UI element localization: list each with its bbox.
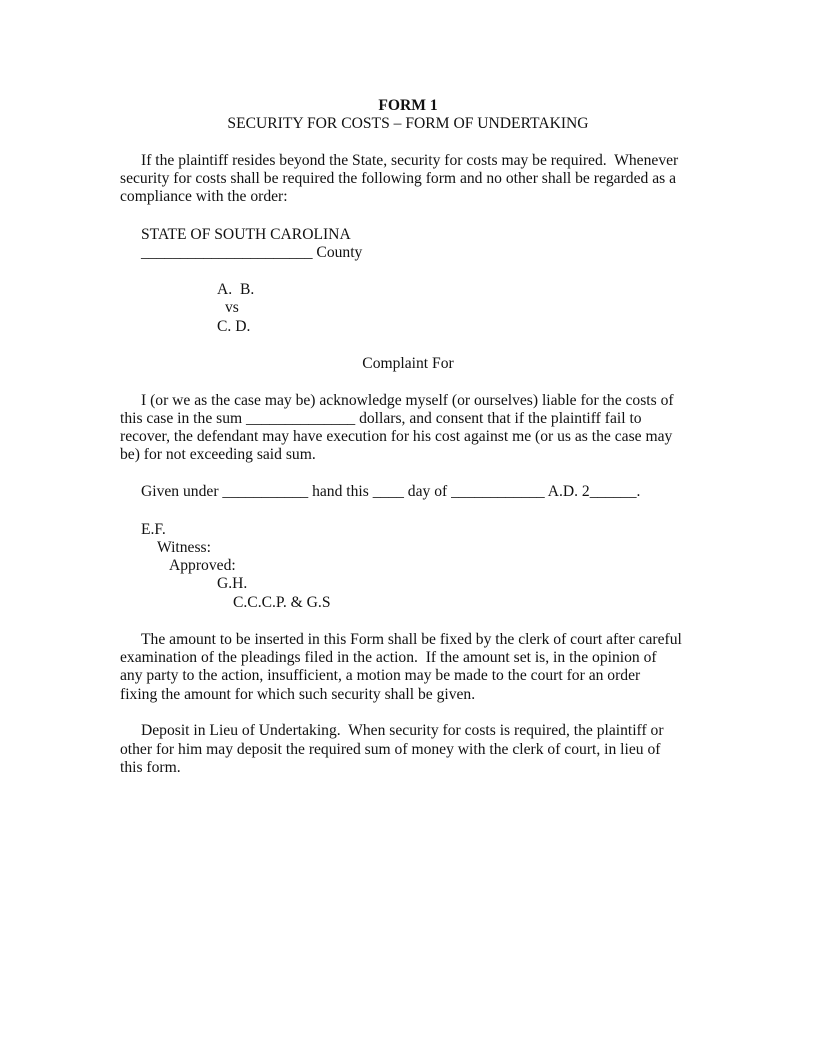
intro-paragraph-line-3: compliance with the order: xyxy=(120,188,288,205)
undertaking-line-4: be) for not exceeding said sum. xyxy=(120,446,316,463)
party-a: A. B. xyxy=(217,281,255,298)
signer-initials: E.F. xyxy=(141,521,166,538)
undertaking-line-2: this case in the sum ______________ dollars, and consent that if the plaintiff fail to xyxy=(120,410,642,427)
complaint-heading: Complaint For xyxy=(362,355,454,372)
versus-label: vs xyxy=(225,299,239,316)
approved-label: Approved: xyxy=(169,557,236,574)
amount-line-2: examination of the pleadings filed in the action. If the amount set is, in the opinion of xyxy=(120,649,657,666)
deposit-line-2: other for him may deposit the required sum of money with the clerk of court, in lieu of xyxy=(120,741,661,758)
amount-line-4: fixing the amount for which such security shall be given. xyxy=(120,686,476,703)
state-label: STATE OF SOUTH CAROLINA xyxy=(141,226,351,243)
approver-initials: G.H. xyxy=(217,575,248,592)
form-number: FORM 1 xyxy=(378,97,438,114)
approver-title: C.C.C.P. & G.S xyxy=(233,594,331,611)
county-blank[interactable]: ______________________ xyxy=(141,244,313,261)
deposit-line-1: Deposit in Lieu of Undertaking. When security for costs is required, the plaintiff or xyxy=(141,722,664,739)
undertaking-line-3: recover, the defendant may have execution for his cost against me (or us as the case may xyxy=(120,428,673,445)
county-line xyxy=(141,244,362,262)
amount-line-1: The amount to be inserted in this Form shall be fixed by the clerk of court after careful xyxy=(141,631,682,648)
party-c: C. D. xyxy=(217,318,251,335)
undertaking-line-1: I (or we as the case may be) acknowledge myself (or ourselves) liable for the costs of xyxy=(141,392,674,409)
witness-label: Witness: xyxy=(157,539,211,556)
intro-paragraph-line-1: If the plaintiff resides beyond the State, security for costs may be required. Whenever xyxy=(141,152,679,169)
form-title: SECURITY FOR COSTS – FORM OF UNDERTAKING xyxy=(227,115,589,132)
county-label: County xyxy=(312,244,363,261)
given-under-line: Given under ___________ hand this ____ day of ____________ A.D. 2______. xyxy=(141,483,641,500)
deposit-line-3: this form. xyxy=(120,759,181,776)
amount-line-3: any party to the action, insufficient, a motion may be made to the court for an order xyxy=(120,667,641,684)
intro-paragraph-line-2: security for costs shall be required the following form and no other shall be regarded as a xyxy=(120,170,676,187)
